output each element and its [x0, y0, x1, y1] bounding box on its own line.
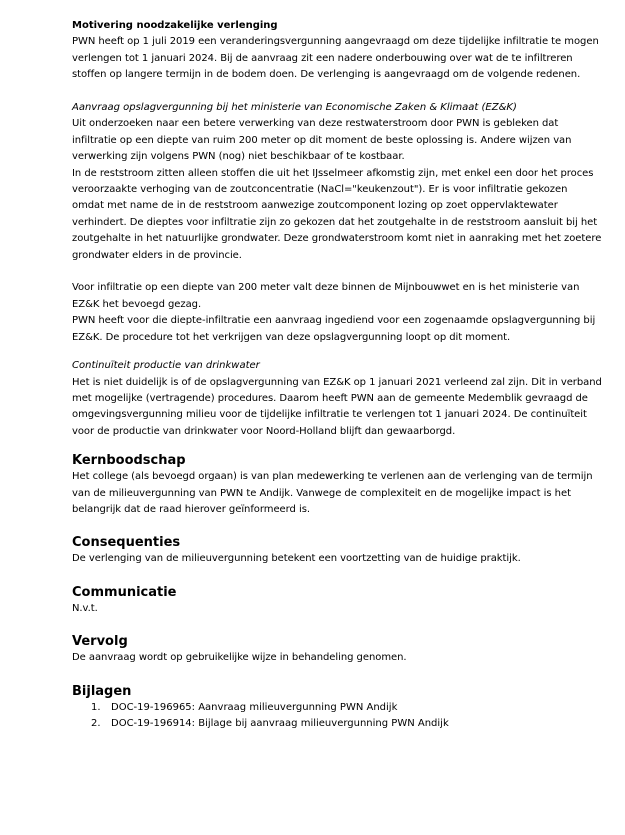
spacer	[72, 264, 602, 280]
motivering-paragraph: PWN heeft op 1 juli 2019 een veranderingsvergunning aangevraagd om deze tijdelijke infiltratie te mogen verlengen tot 1 januari 2024. Bij de aanvraag zit een nadere onderbouwing over wat de te infiltreren stoffen op langere termijn in de bodem doen. De verlenging is aangevraagd om de volgende redenen.	[72, 36, 599, 81]
list-item-number: 1.	[91, 701, 101, 713]
aanvraag-paragraph-4: PWN heeft voor die diepte-infiltratie een aanvraag ingediend voor een zogenaamde opslagvergunning bij EZ&K. De procedure tot het verkrijgen van deze opslagvergunning loopt op dit moment.	[72, 315, 596, 343]
list-item	[72, 716, 602, 732]
list-item-number: 2.	[91, 717, 101, 729]
consequenties-paragraph: De verlenging van de milieuvergunning betekent een voortzetting van de huidige praktijk.	[72, 553, 521, 565]
communicatie-paragraph: N.v.t.	[72, 602, 98, 614]
document-page	[72, 18, 602, 732]
kernboodschap-heading: Kernboodschap	[72, 453, 186, 469]
kernboodschap-paragraph: Het college (als bevoegd orgaan) is van plan medewerking te verlenen aan de verlenging van de termijn van de milieuvergunning van PWN te Andijk. Vanwege de complexiteit en de mogelijke impact is het belangrijk dat de raad hierover geïnformeerd is.	[72, 471, 593, 515]
spacer	[72, 518, 602, 534]
vervolg-heading: Vervolg	[72, 634, 128, 650]
spacer	[72, 346, 602, 358]
aanvraag-paragraph-3: Voor infiltratie op een diepte van 200 meter valt deze binnen de Mijnbouwwet en is het ministerie van EZ&K het bevoegd gezag.	[72, 282, 580, 310]
continuiteit-paragraph: Het is niet duidelijk is of de opslagvergunning van EZ&K op 1 januari 2021 verleend zal zijn. Dit in verband met mogelijke (vertragende) procedures. Daarom heeft PWN aan de gemeente Medemblik gevraagd de omgevingsvergunning milieu voor de tijdelijke infiltratie te verlengen tot 1 januari 2024. De continuïteit voor de productie van drinkwater voor Noord-Holland blijft dan gewaarborgd.	[72, 376, 602, 437]
spacer	[72, 667, 602, 683]
vervolg-paragraph: De aanvraag wordt op gebruikelijke wijze in behandeling genomen.	[72, 652, 407, 664]
motivering-heading: Motivering noodzakelijke verlenging	[72, 20, 278, 31]
list-item-text: DOC-19-196914: Bijlage bij aanvraag milieuvergunning PWN Andijk	[111, 717, 449, 729]
aanvraag-paragraph-1: Uit onderzoeken naar een betere verwerking van deze restwaterstroom door PWN is gebleken dat infiltratie op een diepte van ruim 200 meter op dit moment de beste oplossing is. Andere wijzen van verwerking zijn volgens PWN (nog) niet beschikbaar of te kostbaar.	[72, 118, 572, 163]
aanvraag-paragraph-2: In de reststroom zitten alleen stoffen die uit het IJsselmeer afkomstig zijn, met enkel een door het proces veroorzaakte verhoging van de zoutconcentratie (NaCl="keukenzout"). Er is voor infiltratie gekozen omdat met name de in de reststroom aanwezige zoutcomponent lozing op zoet oppervlaktewater verhindert. De dieptes voor infiltratie zijn zo gekozen dat het zoutgehalte in de reststroom aansluit bij het zoutgehalte in het natuurlijke grondwater. Deze grondwaterstroom komt niet in aanraking met het zoetere grondwater elders in de provincie.	[72, 167, 602, 261]
bijlagen-heading: Bijlagen	[72, 683, 132, 699]
spacer	[72, 568, 602, 584]
aanvraag-heading: Aanvraag opslagvergunning bij het ministerie van Economische Zaken & Klimaat (EZ&K)	[72, 102, 517, 114]
spacer	[72, 617, 602, 633]
spacer	[72, 84, 602, 100]
continuiteit-heading: Continuïteit productie van drinkwater	[72, 360, 260, 372]
communicatie-heading: Communicatie	[72, 584, 177, 600]
spacer	[72, 440, 602, 452]
list-item	[72, 700, 602, 716]
consequenties-heading: Consequenties	[72, 535, 181, 551]
bijlagen-list	[72, 700, 602, 732]
list-item-text: DOC-19-196965: Aanvraag milieuvergunning PWN Andijk	[111, 701, 398, 713]
